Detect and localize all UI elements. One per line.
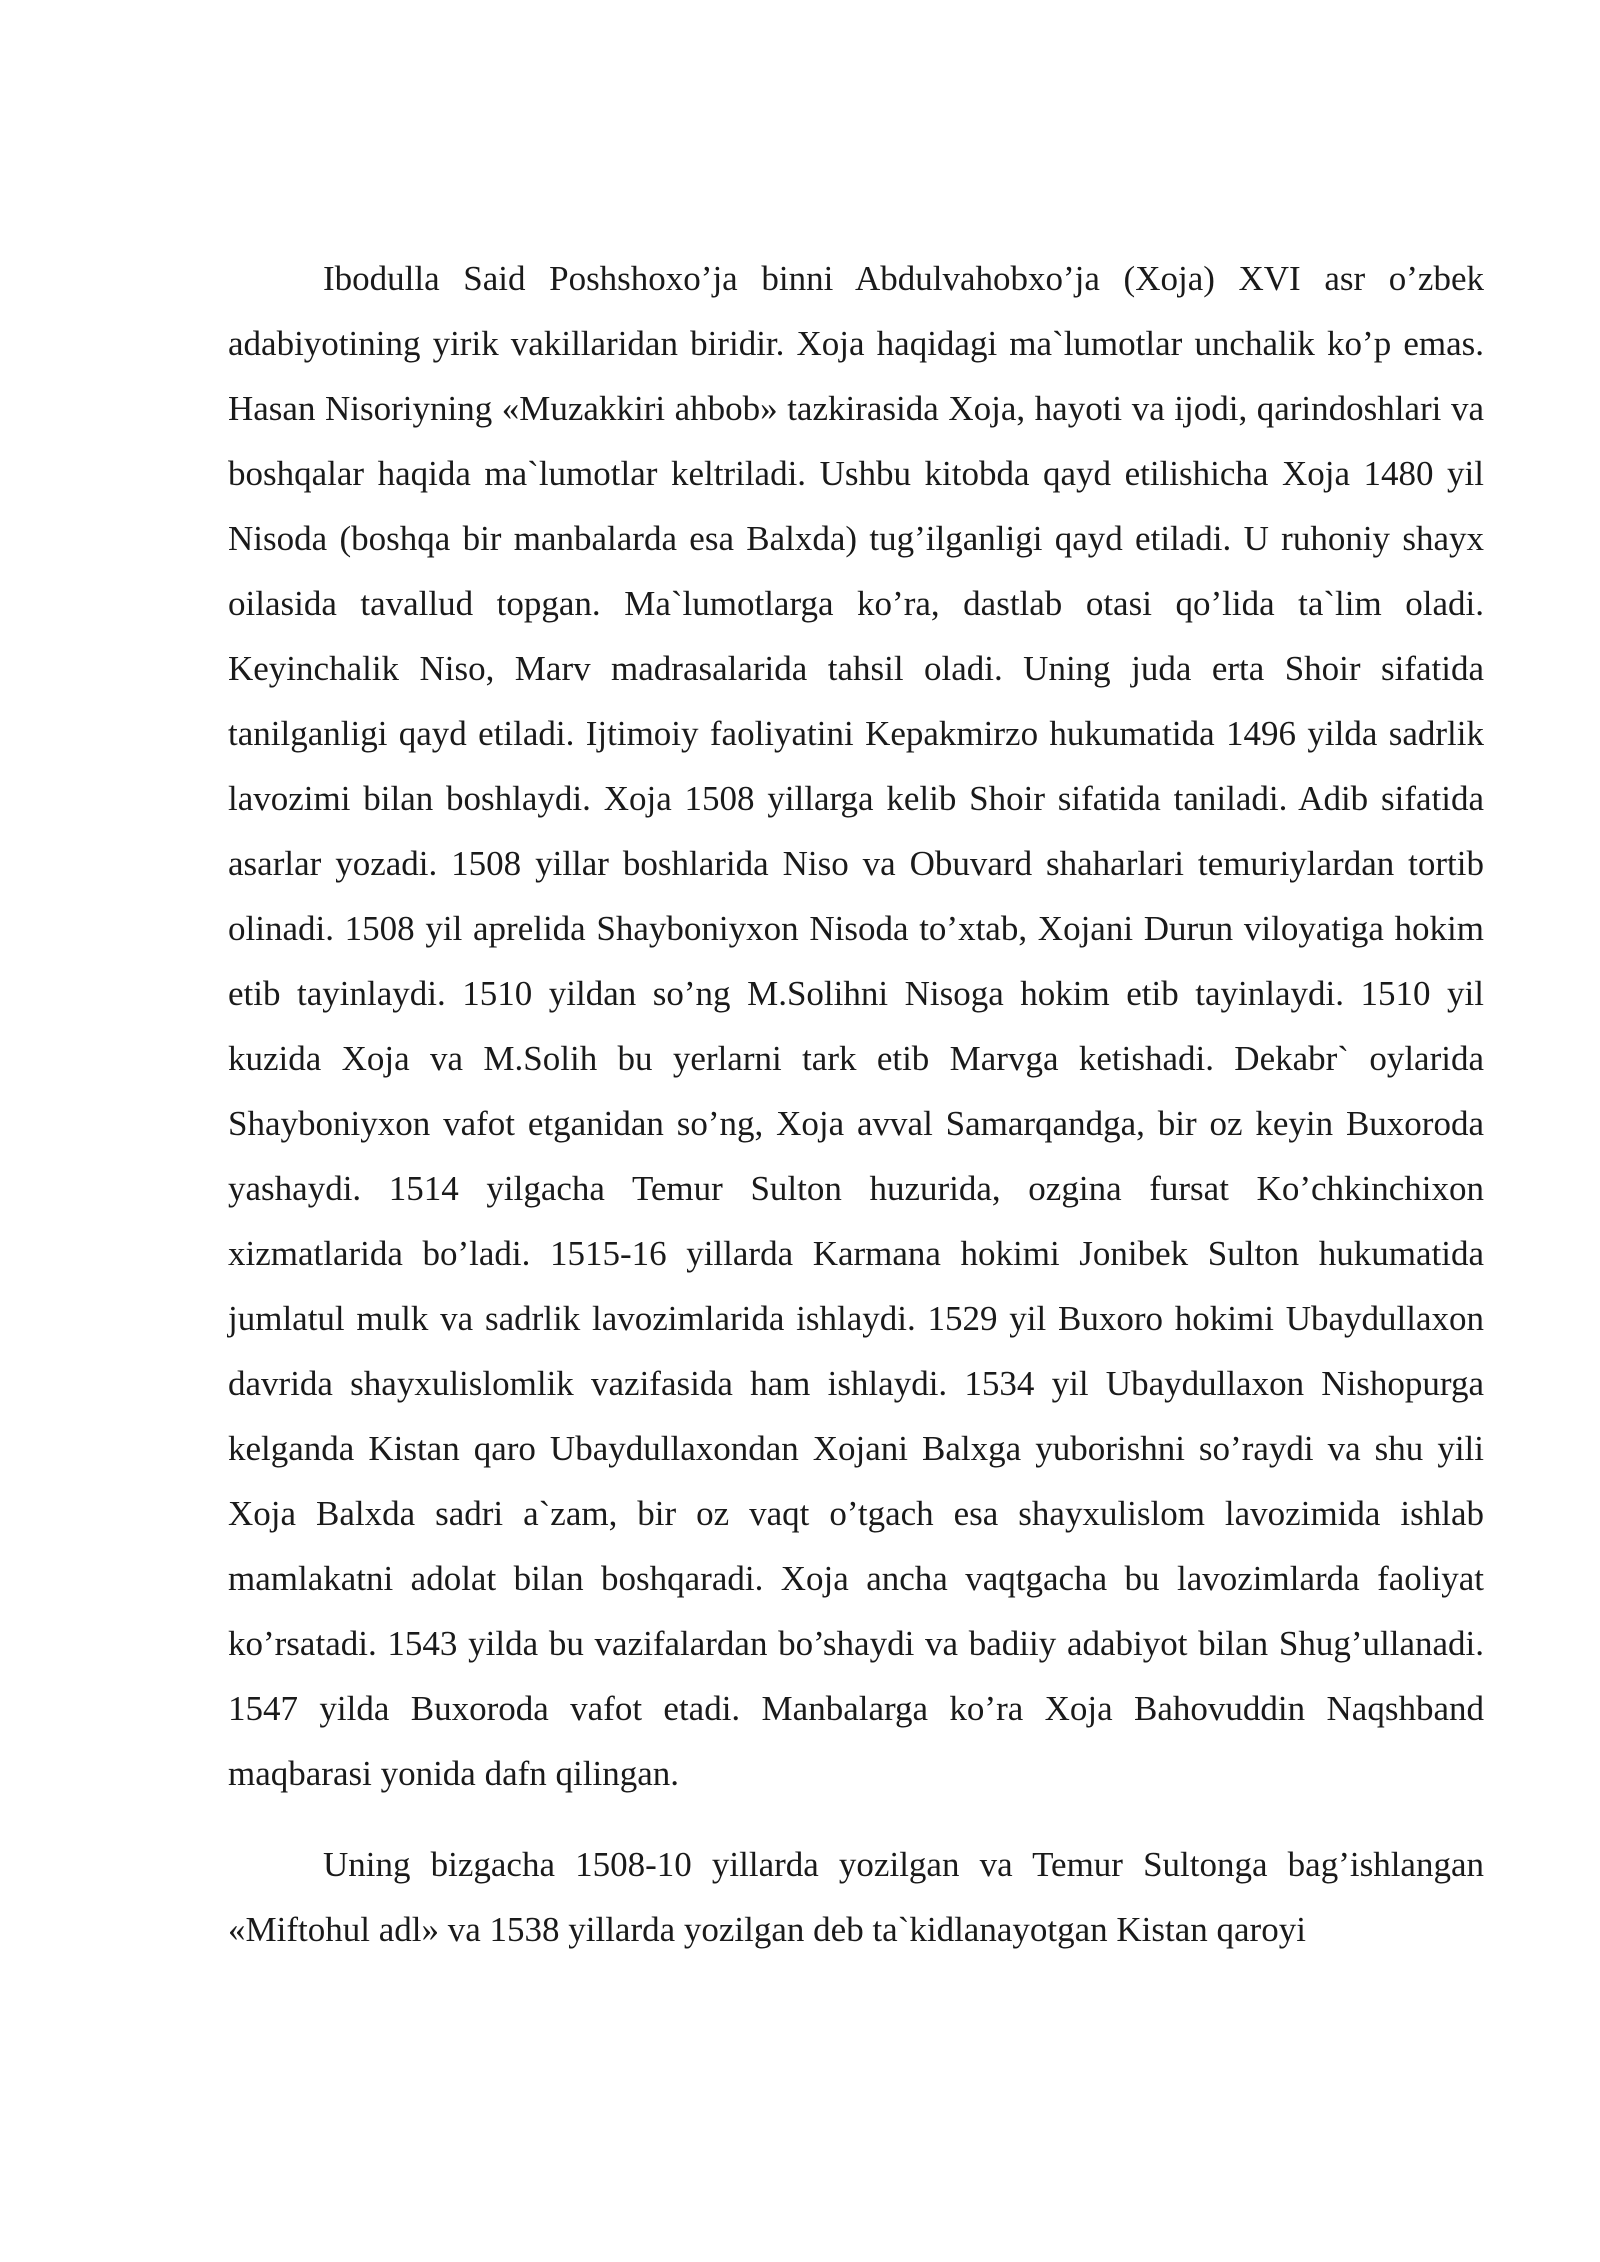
document-page (228, 246, 1484, 1962)
paragraph-biography: Ibodulla Said Poshshoxo’ja binni Abdulvahobxo’ja (Xoja) XVI asr o’zbek adabiyotining yirik vakillaridan biridir. Xoja haqidagi ma`lumotlar unchalik ko’p emas. Hasan Nisoriyning «Muzakkiri ahbob» tazkirasida Xoja, hayoti va ijodi, qarindoshlari va boshqalar haqida ma`lumotlar keltriladi. Ushbu kitobda qayd etilishicha Xoja 1480 yil Nisoda (boshqa bir manbalarda esa Balxda) tug’ilganligi qayd etiladi. U ruhoniy shayx oilasida tavallud topgan. Ma`lumotlarga ko’ra, dastlab otasi qo’lida ta`lim oladi. Keyinchalik Niso, Marv madrasalarida tahsil oladi. Uning juda erta Shoir sifatida tanilganligi qayd etiladi. Ijtimoiy faoliyatini Kepakmirzo hukumatida 1496 yilda sadrlik lavozimi bilan boshlaydi. Xoja 1508 yillarga kelib Shoir sifatida taniladi. Adib sifatida asarlar yozadi. 1508 yillar boshlarida Niso va Obuvard shaharlari temuriylardan tortib olinadi. 1508 yil aprelida Shayboniyxon Nisoda to’xtab, Xojani Durun viloyatiga hokim etib tayinlaydi. 1510 yildan so’ng M.Solihni Nisoga hokim etib tayinlaydi. 1510 yil kuzida Xoja va M.Solih bu yerlarni tark etib Marvga ketishadi. Dekabr` oylarida Shayboniyxon vafot etganidan so’ng, Xoja avval Samarqandga, bir oz keyin Buxoroda yashaydi. 1514 yilgacha Temur Sulton huzurida, ozgina fursat Ko’chkinchixon xizmatlarida bo’ladi. 1515-16 yillarda Karmana hokimi Jonibek Sulton hukumatida jumlatul mulk va sadrlik lavozimlarida ishlaydi. 1529 yil Buxoro hokimi Ubaydullaxon davrida shayxulislomlik vazifasida ham ishlaydi. 1534 yil Ubaydullaxon Nishopurga kelganda Kistan qaro Ubaydullaxondan Xojani Balxga yuborishni so’raydi va shu yili Xoja Balxda sadri a`zam, bir oz vaqt o’tgach esa shayxulislom lavozimida ishlab mamlakatni adolat bilan boshqaradi. Xoja ancha vaqtgacha bu lavozimlarda faoliyat ko’rsatadi. 1543 yilda bu vazifalardan bo’shaydi va badiiy adabiyot bilan Shug’ullanadi. 1547 yilda Buxoroda vafot etadi. Manbalarga ko’ra Xoja Bahovuddin Naqshband maqbarasi yonida dafn qilingan. (228, 259, 1484, 1793)
paragraph-works: Uning bizgacha 1508-10 yillarda yozilgan va Temur Sultonga bag’ishlangan «Miftohul adl» va 1538 yillarda yozilgan deb ta`kidlanayotgan Kistan qaroyi (228, 1845, 1484, 1949)
